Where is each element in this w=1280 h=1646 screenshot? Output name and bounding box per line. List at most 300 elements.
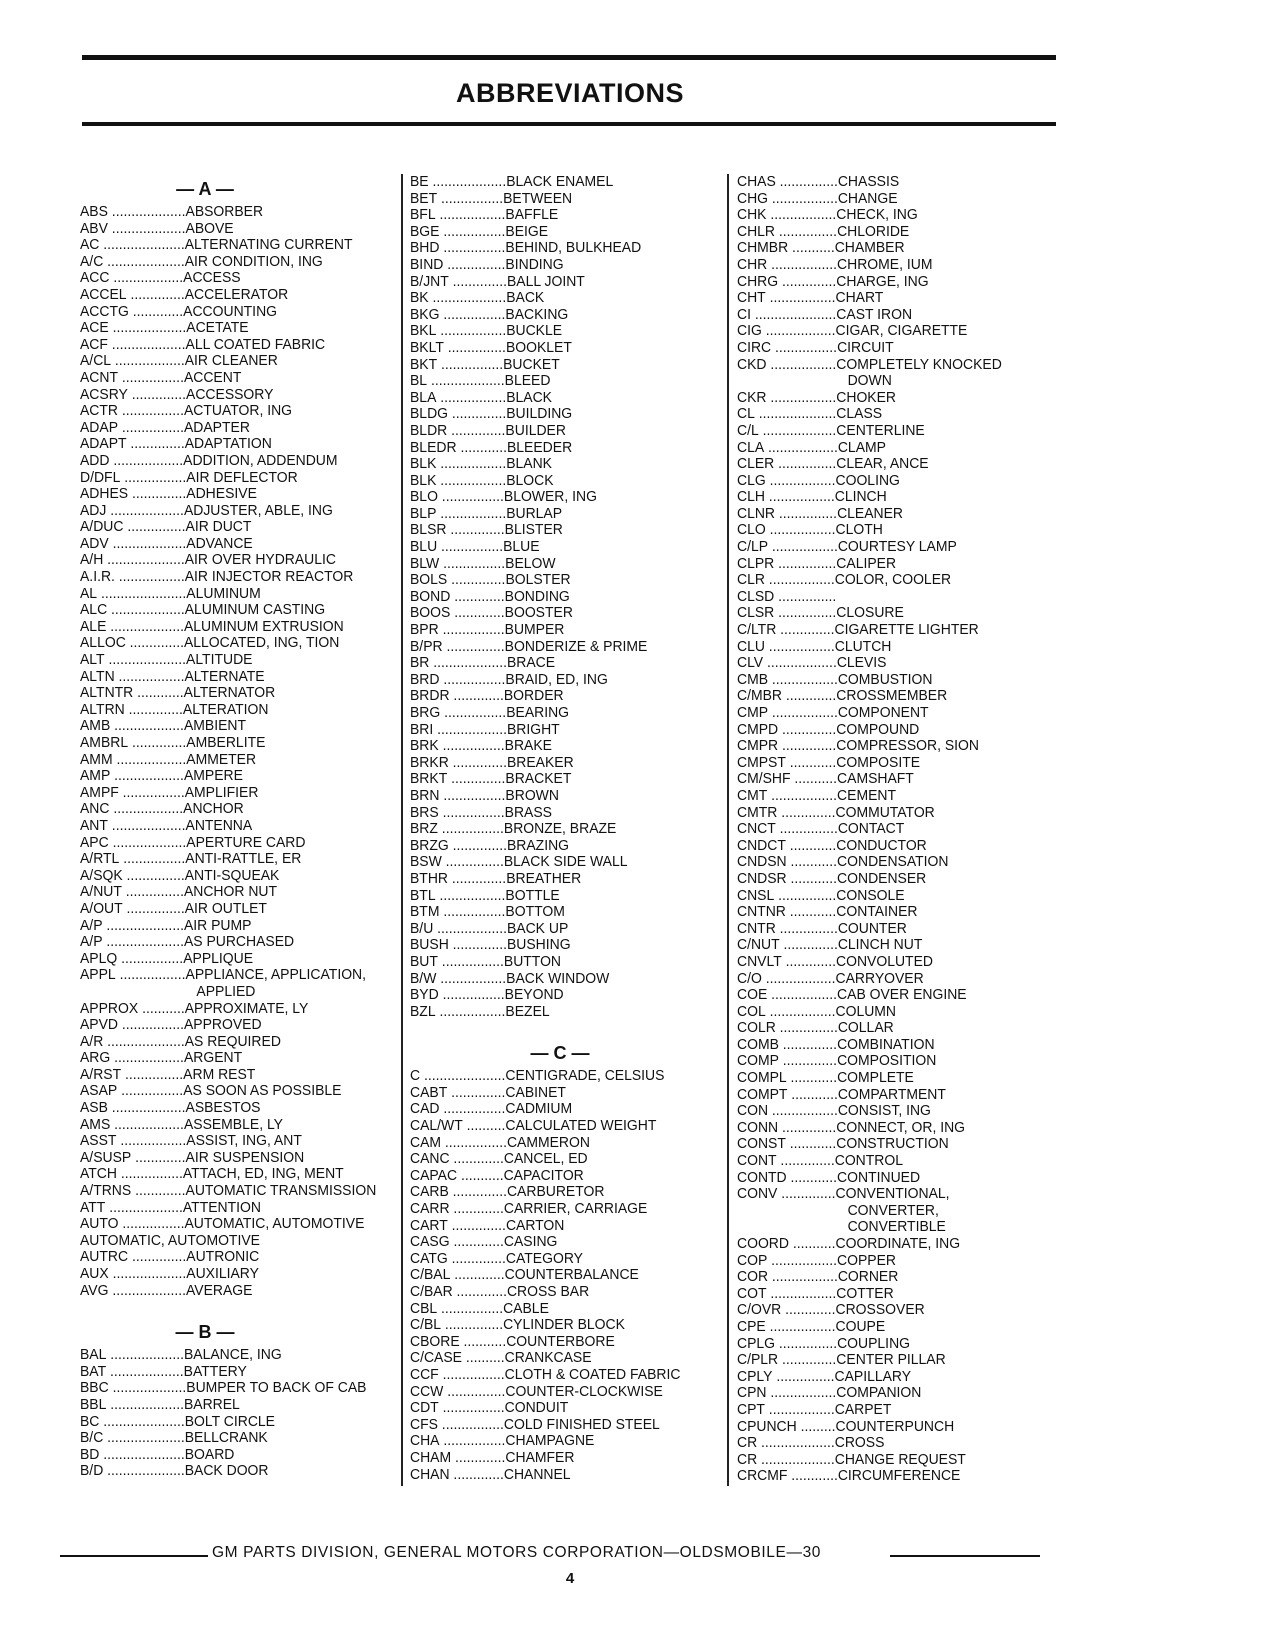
definition: APPROVED [183,1017,262,1034]
definition: AIR PUMP [183,917,252,934]
definition: CAPACITOR [503,1167,584,1184]
dot-leader: .............. [447,771,506,788]
abbreviation: BL [410,373,428,390]
definition: ACCOUNTING [183,303,278,320]
definition: COMPONENT [837,705,929,721]
abbreviation-entry [737,423,1057,440]
dot-leader: ................ [439,240,506,257]
definition: BLACK [506,389,552,406]
abbreviation-entry [80,1133,400,1150]
abbreviation-entry [737,738,1057,755]
abbreviation-entry [737,556,1057,573]
abbreviation-entry [737,821,1057,838]
abbreviation-entry [80,1447,400,1464]
definition: ALTITUDE [186,652,253,669]
definition: CONSIST, ING [837,1103,931,1120]
abbreviation-entry [80,635,400,652]
abbreviation: ACNT [80,369,119,386]
dot-leader: ................ [439,306,506,323]
dot-leader: ................... [106,618,184,635]
definition: COUNTERBORE [506,1333,615,1350]
abbreviation: BIND [410,256,444,273]
section-heading: — A — [176,179,234,199]
definition: BREATHER [506,870,582,887]
dot-leader: ............ [786,854,838,871]
dot-leader: ........... [788,240,835,257]
dot-leader: .................. [109,801,184,818]
dot-leader: ................. [767,256,838,273]
abbreviation-entry [737,805,1057,822]
dot-leader: ........... [790,771,838,788]
entry-continuation [737,1203,1057,1220]
abbreviation: CPLY [737,1368,773,1385]
dot-leader: ............ [785,837,837,854]
dot-leader: .......... [461,1350,505,1367]
abbreviation: COE [737,987,768,1004]
abbreviation-entry [737,406,1057,423]
abbreviation: A/RST [80,1066,122,1083]
definition: BACK WINDOW [506,970,610,987]
dot-leader: ................... [107,817,186,834]
abbreviation: A.I.R. [80,569,115,586]
page-number: 4 [565,1570,575,1587]
dot-leader: .................... [103,1430,185,1447]
definition: BUILDER [505,422,566,439]
dot-leader: ................ [438,622,505,639]
definition: CHANNEL [503,1466,571,1483]
definition: ASBESTOS [185,1100,261,1117]
abbreviation-entry [80,918,400,935]
abbreviation-entry [80,1347,400,1364]
abbreviation: CLA [737,439,765,456]
definition: BLEEDER [506,439,573,456]
abbreviation-entry [80,901,400,918]
dot-leader: ............... [441,854,504,871]
abbreviation-entry [410,357,720,374]
abbreviation-entry [410,738,720,755]
dot-leader: ............. [781,688,837,705]
abbreviation: BRK [410,738,439,755]
abbreviation: ALE [80,618,107,635]
dot-leader: .............. [124,701,183,718]
dot-leader: .............. [448,754,507,771]
abbreviation-entry [737,722,1057,739]
abbreviation-entry [410,622,720,639]
dot-leader: ............ [456,439,507,456]
abbreviation-entry [737,1020,1057,1037]
abbreviation: CARR [410,1201,450,1218]
abbreviation-entry [80,702,400,719]
abbreviation: CATG [410,1250,448,1267]
definition: AIR OUTLET [184,900,267,917]
dot-leader: ........... [457,1167,504,1184]
abbreviation-entry [80,1034,400,1051]
definition: CARBURETOR [506,1184,605,1201]
dot-leader: ............... [775,1335,838,1352]
abbreviation: CLPR [737,555,775,572]
abbreviation: AMPF [80,784,119,801]
abbreviation-entry [80,1414,400,1431]
abbreviation-entry [410,207,720,224]
dot-leader: ................ [437,356,504,373]
abbreviation: CLH [737,489,765,506]
abbreviation-entry [737,639,1057,656]
dot-leader: .................. [112,751,187,768]
abbreviation: ACCTG [80,303,129,320]
abbreviation: CHMBR [737,240,789,257]
definition: BLISTER [504,522,563,539]
abbreviation-entry [410,639,720,656]
definition: CLAMP [837,439,886,456]
dot-leader: .............. [448,937,507,954]
abbreviation: AUX [80,1266,109,1282]
abbreviation-entry [737,705,1057,722]
dot-leader: .............. [447,1217,506,1234]
abbreviation-entry [80,304,400,321]
definition: COUPE [835,1318,886,1335]
abbreviation-entry [737,1468,1057,1485]
definition: COMPOSITE [836,754,921,771]
definition: CONDUCTOR [836,837,927,854]
abbreviation: BGE [410,223,440,240]
definition: BUTTON [503,953,562,970]
definition: CLINCH NUT [837,937,923,954]
definition: AIR CLEANER [184,353,278,370]
definition: BOLT CIRCLE [184,1413,275,1430]
dot-leader: ................. [436,505,507,522]
dot-leader: .................. [110,1050,184,1067]
abbreviation-entry [737,1170,1057,1187]
definition: BOTTLE [505,887,560,904]
definition: CAPILLARY [834,1368,912,1385]
dot-leader: ................... [106,502,184,519]
definition: ALLOCATED, ING, TION [183,635,340,652]
dot-leader: ............... [774,887,837,904]
definition: AVERAGE [186,1282,253,1299]
abbreviation-entry [80,486,400,503]
definition: BROWN [505,787,559,804]
abbreviation: CLG [737,472,766,489]
definition: ATTACH, ED, ING, MENT [182,1166,344,1183]
dot-leader: ............... [775,174,838,190]
dot-leader: ..................... [750,306,837,323]
abbreviation: CMPD [737,721,779,738]
abbreviation: B/JNT [410,273,449,290]
abbreviation-entry [737,987,1057,1004]
dot-leader: .................. [109,452,184,469]
definition: BLEED [504,373,551,390]
dot-leader: .............. [778,738,837,755]
dot-leader: .................. [761,970,836,987]
abbreviation: AC [80,237,100,254]
abbreviation: COLR [737,1020,776,1037]
abbreviation-entry [80,1083,400,1100]
dot-leader: ................ [437,953,504,970]
definition: CONVERTER, [847,1202,939,1219]
dot-leader: ................... [108,1282,187,1299]
definition: CONDENSER [837,870,927,887]
abbreviation-entry [737,1253,1057,1270]
dot-leader: ................. [114,569,185,586]
dot-leader: ................. [765,1318,836,1335]
definition: AIR DEFLECTOR [186,469,298,486]
dot-leader: ................. [768,190,838,207]
abbreviation-entry [737,904,1057,921]
definition: BOOSTER [504,605,573,622]
definition: CONNECT, OR, ING [836,1119,966,1136]
definition: CHAMFER [505,1449,575,1466]
abbreviation-entry [410,1184,720,1201]
dot-leader: ................... [106,1363,184,1380]
abbreviation: AUTRC [80,1249,129,1266]
abbreviation: A/C [80,253,104,270]
dot-leader: .............. [779,937,838,954]
abbreviation: BPR [410,622,439,639]
dot-leader: ............. [131,1149,186,1166]
definition: CHOKER [836,389,897,406]
dot-leader: ................ [118,784,185,801]
abbreviation-entry [80,1050,400,1067]
abbreviation: BFL [410,207,436,224]
definition: BLUE [503,539,540,556]
abbreviation: ADHES [80,486,129,503]
definition: BALANCE, ING [183,1347,282,1364]
definition: COMMUTATOR [835,804,935,821]
abbreviation: ADAPT [80,436,127,453]
definition: ALUMINUM [186,585,261,602]
abbreviation-entry [737,456,1057,473]
definition: ALTERNATING CURRENT [184,237,353,254]
definition: ABSORBER [185,204,264,220]
definition: APERTURE CARD [186,834,306,851]
abbreviation: BRZ [410,821,438,838]
abbreviation: ADV [80,535,109,552]
definition: COPPER [837,1252,897,1269]
abbreviation-entry [737,257,1057,274]
abbreviation: CR [737,1435,758,1452]
abbreviation-entry [80,1249,400,1266]
abbreviation: CAL/WT [410,1118,463,1135]
definition: BOARD [184,1446,235,1463]
abbreviation: BRZG [410,837,449,854]
dot-leader: ................ [438,804,505,821]
abbreviation: CIG [737,323,762,340]
abbreviation-entry [737,921,1057,938]
dot-leader: .............. [778,1036,838,1053]
definition: CIRCUMFERENCE [837,1468,961,1485]
abbreviation: ADAP [80,419,119,436]
definition: CONDUIT [504,1400,569,1417]
abbreviation: CMPR [737,738,779,755]
abbreviation-entry [80,1166,400,1183]
definition: BUCKET [503,356,560,373]
dot-leader: ...................... [97,585,187,602]
dot-leader: ................. [767,987,838,1004]
abbreviation-entry [737,240,1057,257]
abbreviation: C/PLR [737,1352,779,1369]
abbreviation-entry [410,954,720,971]
abbreviation-entry [80,602,400,619]
dot-leader: ............... [774,456,837,473]
abbreviation: CIRC [737,339,772,356]
dot-leader: ................ [439,1101,506,1118]
abbreviation: CNSL [737,887,775,904]
definition: CALIPER [836,555,897,572]
dot-leader: ............... [774,605,837,622]
definition: BRACE [506,655,556,672]
dot-leader: ................. [764,489,835,506]
dot-leader: ................... [107,204,186,220]
dot-leader: .............. [128,1249,187,1266]
abbreviation: ADD [80,452,110,469]
dot-leader: ............... [772,1368,835,1385]
abbreviation-entry [737,1352,1057,1369]
abbreviation: CLU [737,638,765,655]
definition: CARRIER, CARRIAGE [503,1201,648,1218]
abbreviation-entry [80,1100,400,1117]
abbreviation-entry [80,951,400,968]
definition: CONVOLUTED [836,953,933,970]
definition: BARREL [183,1396,240,1413]
definition: CLASS [836,406,883,423]
abbreviation-entry [80,1463,400,1480]
definition: ACETATE [186,320,249,337]
definition: BELLCRANK [184,1430,268,1447]
dot-leader: .................... [104,652,187,669]
abbreviation-entry [737,539,1057,556]
definition: BONDING [504,588,570,605]
dot-leader: .............. [125,635,184,652]
abbreviation-entry [737,290,1057,307]
dot-leader: .................. [111,353,185,370]
dot-leader: ................... [108,535,187,552]
abbreviation-entry [80,1117,400,1134]
definition: BRONZE, BRAZE [503,821,617,838]
dot-leader: ................. [766,1385,837,1402]
abbreviation: BZL [410,1003,436,1020]
dot-leader: ............. [449,1201,504,1218]
abbreviation-entry [80,453,400,470]
abbreviation-entry [410,1101,720,1118]
dot-leader: ............ [785,1136,837,1153]
abbreviation-entry [737,522,1057,539]
abbreviation-entry [410,506,720,523]
abbreviation: AMM [80,751,113,768]
dot-leader: .................. [764,439,838,456]
abbreviation: CR [737,1451,758,1468]
abbreviation-entry [737,871,1057,888]
dot-leader: ................. [436,970,507,987]
abbreviation-entry [410,423,720,440]
dot-leader: ................. [766,389,837,406]
definition: ACCESSORY [186,386,274,403]
dot-leader: ............... [123,519,186,536]
dot-leader: ................... [106,1396,184,1413]
abbreviation: CLSD [737,588,775,605]
abbreviation: AMB [80,718,111,735]
abbreviation-entry [410,755,720,772]
definition: COUNTERBALANCE [504,1267,639,1284]
abbreviation: BLK [410,456,437,473]
definition: BETWEEN [503,190,573,207]
definition: AS REQUIRED [184,1033,281,1050]
definition: BEARING [506,705,570,721]
abbreviation-entry [410,406,720,423]
definition: COTTER [836,1285,894,1302]
dot-leader: ................... [108,1266,187,1282]
definition: BACKING [505,306,569,323]
abbreviation: C/BAR [410,1284,453,1300]
definition: CONTAINER [836,904,918,921]
abbreviation: A/CL [80,353,112,370]
dot-leader: .............. [128,486,187,503]
dot-leader: ................ [439,904,506,921]
dot-leader: ........... [788,1236,836,1252]
dot-leader: ................ [120,469,187,486]
abbreviation-entry [410,1251,720,1268]
abbreviation-entry [410,1267,720,1284]
abbreviation-entry [410,473,720,490]
abbreviation-entry [80,436,400,453]
abbreviation: COMB [737,1036,779,1053]
abbreviation: ARG [80,1050,111,1067]
abbreviation: BLU [410,539,438,556]
abbreviation-entry [737,473,1057,490]
abbreviation-entry [80,569,400,586]
dot-leader: .............. [448,273,507,290]
abbreviation: CLER [737,456,775,473]
abbreviation-entry [737,1186,1057,1203]
abbreviation: BOND [410,588,451,605]
abbreviation: AMS [80,1116,111,1133]
abbreviation: AUTOMATIC, [80,1232,165,1249]
abbreviation-entry [737,937,1057,954]
abbreviation-entry [80,353,400,370]
abbreviation-entry [80,685,400,702]
definition: BEZEL [505,1003,550,1020]
definition: CYLINDER BLOCK [503,1317,625,1334]
dot-leader: ............... [775,505,838,522]
definition: ANCHOR [183,801,244,818]
definition: COMPLETE [837,1070,914,1087]
abbreviation: CASG [410,1234,450,1251]
abbreviation-entry [410,1218,720,1235]
definition: CLOSURE [836,605,904,622]
definition: AIR INJECTOR REACTOR [184,569,354,586]
definition: CADMIUM [505,1101,573,1118]
definition: BUMPER [504,622,565,639]
abbreviation: ACE [80,320,109,337]
definition: BLOCK [506,472,554,489]
abbreviation: CKD [737,356,767,373]
abbreviation: C [410,1068,421,1085]
dot-leader: ................ [118,403,184,420]
definition: BLOWER, ING [503,489,597,506]
definition: APPLIED [196,983,256,1000]
dot-leader: ................. [766,356,837,373]
abbreviation: B/D [80,1463,104,1480]
dot-leader: ................. [435,1003,506,1020]
abbreviation-entry [410,191,720,208]
dot-leader: ................ [438,1400,505,1417]
abbreviation: CNCT [737,821,776,838]
dot-leader: ................... [108,320,187,337]
dot-leader: ................ [437,821,504,838]
abbreviation-entry [80,1017,400,1034]
abbreviation: CHT [737,290,766,307]
definition: ACTUATOR, ING [183,403,293,420]
abbreviation: CHAS [737,174,776,190]
